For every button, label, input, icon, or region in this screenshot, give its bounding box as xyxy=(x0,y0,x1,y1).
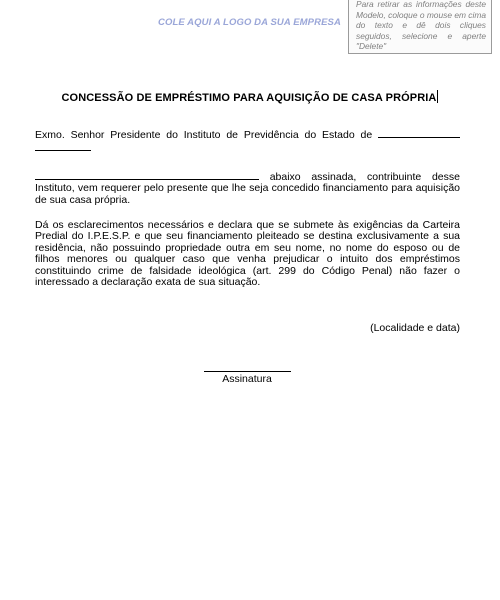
document-title[interactable] xyxy=(0,90,500,104)
state-blank-line-continued xyxy=(35,141,91,151)
location-date: (Localidade e data) xyxy=(370,322,460,334)
declaration-paragraph: Dá os esclarecimentos necessários e declara que se submete às exigências da Carteira Predial do I.P.E.S.P. e que seu financiamento pleiteado se destina exclusivamente a sua residência, não possuindo propriedade outra em seu nome, no nome do esposo ou de filhos menores ou qualquer caso que venha prejudicar o intuito dos empréstimos constituindo crime de falsidade ideológica (art. 299 do Código Penal) não fazer o interessado a declaração exata de sua situação. xyxy=(35,219,460,289)
state-blank-line xyxy=(378,128,460,138)
applicant-name-blank-line xyxy=(35,170,259,180)
request-paragraph xyxy=(35,170,460,206)
document-title-text: CONCESSÃO DE EMPRÉSTIMO PARA AQUISIÇÃO DE CASA PRÓPRIA xyxy=(61,92,437,104)
text-cursor xyxy=(437,90,438,103)
instructions-box xyxy=(348,0,492,54)
signature-line xyxy=(204,371,291,372)
instructions-text: Para retirar as informações deste Modelo, coloque o mouse em cima do texto e dê dois cliques seguidos, selecione e aperte "Delete" xyxy=(356,0,486,51)
salutation-paragraph xyxy=(35,128,460,155)
request-text: abaixo assinada, contribuinte desse Instituto, vem requerer pelo presente que lhe seja concedido financiamento para aquisição de sua casa própria. xyxy=(35,171,460,206)
logo-placeholder: COLE AQUI A LOGO DA SUA EMPRESA xyxy=(158,17,341,28)
salutation-text: Exmo. Senhor Presidente do Instituto de Previdência do Estado de xyxy=(35,129,373,141)
signature-label: Assinatura xyxy=(222,373,272,385)
